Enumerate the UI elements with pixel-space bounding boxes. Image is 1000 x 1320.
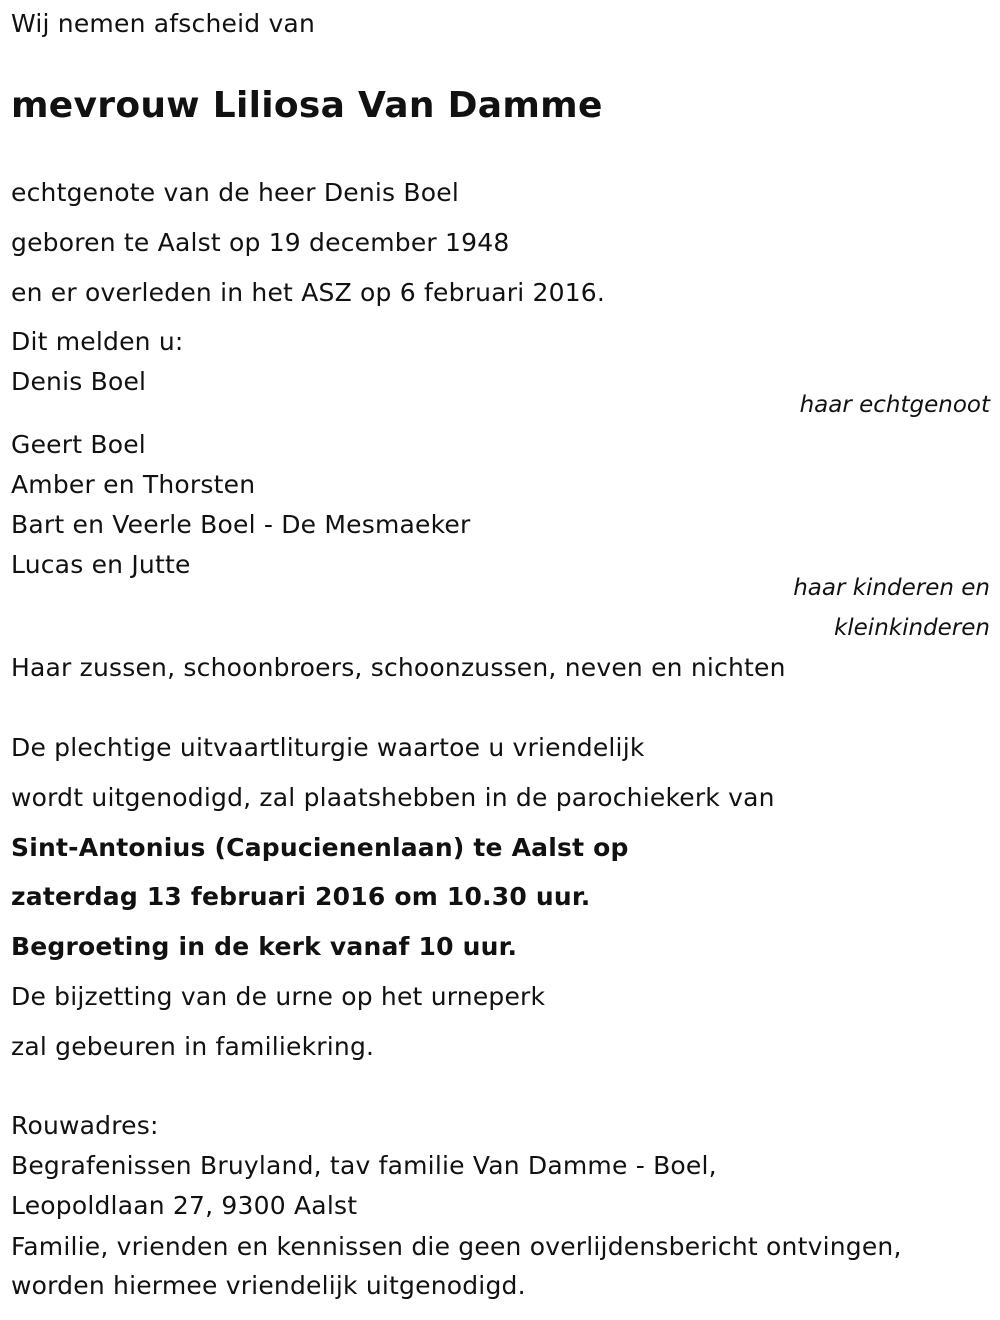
mourning-address-label: Rouwadres: — [11, 1111, 159, 1140]
closing-line-2: worden hiermee vriendelijk uitgenodigd. — [11, 1271, 526, 1300]
relatives-line: Haar zussen, schoonbroers, schoonzussen, neven en nichten — [11, 653, 786, 682]
child-name: Amber en Thorsten — [11, 470, 256, 499]
children-role-line-2: kleinkinderen — [833, 615, 990, 641]
spouse-name: Denis Boel — [11, 367, 147, 396]
urn-line-1: De bijzetting van de urne op het urneperk — [11, 982, 546, 1011]
deceased-name: mevrouw Liliosa Van Damme — [11, 85, 603, 126]
detail-spouse-line: echtgenote van de heer Denis Boel — [11, 178, 459, 207]
spouse-role: haar echtgenoot — [799, 392, 990, 418]
announce-label: Dit melden u: — [11, 327, 184, 356]
ceremony-line-1: De plechtige uitvaartliturgie waartoe u vriendelijk — [11, 733, 645, 762]
mourning-address-line-2: Leopoldlaan 27, 9300 Aalst — [11, 1191, 358, 1220]
detail-death-line: en er overleden in het ASZ op 6 februari 2016. — [11, 278, 606, 307]
child-name: Bart en Veerle Boel - De Mesmaeker — [11, 510, 471, 539]
closing-line-1: Familie, vrienden en kennissen die geen overlijdensbericht ontvingen, — [11, 1232, 902, 1261]
ceremony-greeting-line: Begroeting in de kerk vanaf 10 uur. — [11, 932, 518, 961]
mourning-address-line-1: Begrafenissen Bruyland, tav familie Van Damme - Boel, — [11, 1151, 717, 1180]
detail-birth-line: geboren te Aalst op 19 december 1948 — [11, 228, 510, 257]
ceremony-church-line: Sint-Antonius (Capucienenlaan) te Aalst op — [11, 833, 629, 862]
child-name: Lucas en Jutte — [11, 550, 191, 579]
children-role-line-1: haar kinderen en — [793, 575, 990, 601]
urn-line-2: zal gebeuren in familiekring. — [11, 1032, 375, 1061]
intro-text: Wij nemen afscheid van — [11, 9, 315, 38]
ceremony-line-2: wordt uitgenodigd, zal plaatshebben in de parochiekerk van — [11, 783, 775, 812]
ceremony-date-line: zaterdag 13 februari 2016 om 10.30 uur. — [11, 882, 591, 911]
child-name: Geert Boel — [11, 430, 146, 459]
